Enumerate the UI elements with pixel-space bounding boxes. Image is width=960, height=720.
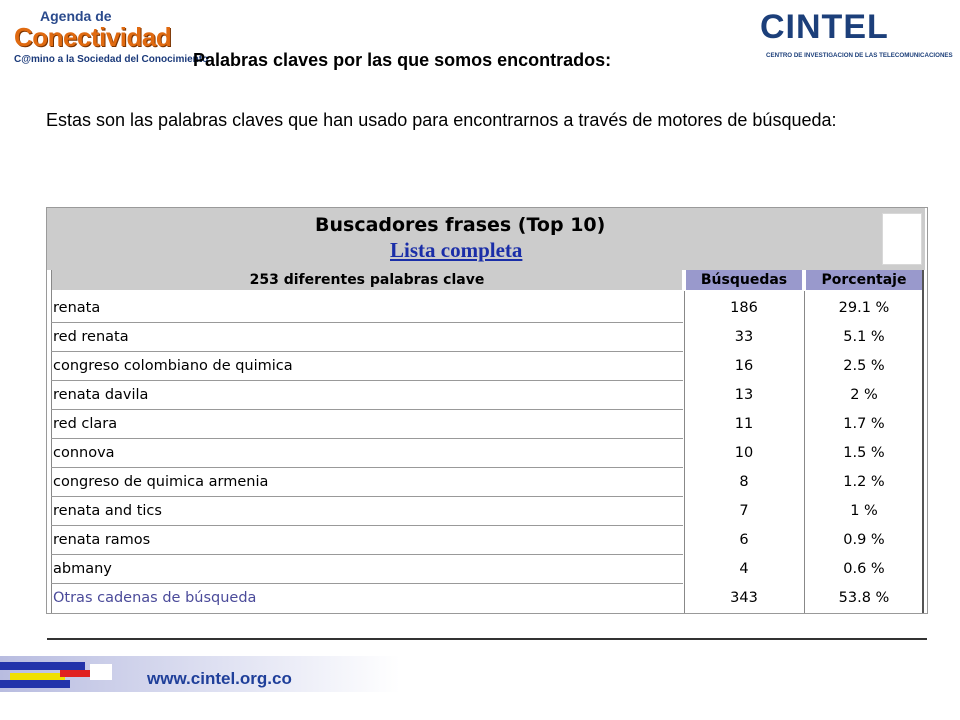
row-keyword: congreso colombiano de quimica [53, 358, 293, 374]
full-list-link[interactable]: Lista completa [390, 238, 523, 262]
row-keyword: red clara [53, 416, 118, 432]
row-keyword: renata davila [53, 387, 149, 403]
row-keyword: Otras cadenas de búsqueda [53, 590, 257, 606]
slide-intro: Estas son las palabras claves que han usado para encontrarnos a través de motores de búsqueda: [46, 110, 837, 130]
row-percentage: 2 % [850, 387, 878, 403]
row-percentage: 53.8 % [838, 590, 890, 606]
row-keyword: renata and tics [53, 503, 162, 519]
table-row [47, 584, 925, 613]
row-percentage: 2.5 % [843, 358, 885, 374]
row-divider [51, 438, 683, 439]
column-header-keyword: 253 diferentes palabras clave [52, 270, 682, 290]
table-row [47, 468, 925, 497]
keywords-table-panel [46, 207, 928, 614]
row-percentage: 1.2 % [843, 474, 885, 490]
row-keyword: renata ramos [53, 532, 151, 548]
row-searches: 186 [730, 300, 758, 316]
table-row [47, 294, 925, 323]
row-percentage: 0.6 % [843, 561, 885, 577]
table-row [47, 352, 925, 381]
row-percentage: 29.1 % [838, 300, 890, 316]
agenda-conectividad-logo [10, 8, 209, 70]
row-divider [51, 351, 683, 352]
row-keyword: congreso de quimica armenia [53, 474, 269, 490]
row-percentage: 1.7 % [843, 416, 885, 432]
table-row [47, 497, 925, 526]
row-searches: 11 [734, 416, 754, 432]
row-searches: 33 [734, 329, 754, 345]
column-divider [684, 291, 685, 613]
footer-bar-blue-2 [0, 680, 70, 688]
row-searches: 4 [739, 561, 749, 577]
cintel-logo [760, 8, 953, 63]
row-keyword: renata [53, 300, 101, 316]
slide-title: Palabras claves por las que somos encontrados: [193, 50, 612, 70]
header-side-box [882, 213, 922, 265]
row-keyword: red renata [53, 329, 129, 345]
table-row [47, 526, 925, 555]
row-divider [51, 554, 683, 555]
table-right-edge [922, 270, 924, 613]
row-searches: 7 [739, 503, 749, 519]
row-divider [51, 613, 923, 614]
row-searches: 343 [730, 590, 758, 606]
footer-bar-white [90, 664, 112, 680]
row-keyword: abmany [53, 561, 112, 577]
footer-bar-blue [0, 662, 85, 670]
column-divider [804, 291, 805, 613]
row-percentage: 1.5 % [843, 445, 885, 461]
row-divider [51, 380, 683, 381]
footer-bar-red [60, 670, 90, 677]
footer-url[interactable]: www.cintel.org.co [147, 669, 292, 688]
column-header-searches: Búsquedas [686, 270, 802, 290]
row-percentage: 1 % [850, 503, 878, 519]
logo-line-3: C@mino a la Sociedad del Conocimiento [14, 54, 209, 65]
row-searches: 16 [734, 358, 754, 374]
cintel-logo-name: CINTEL [760, 8, 889, 46]
row-percentage: 0.9 % [843, 532, 885, 548]
row-searches: 10 [734, 445, 754, 461]
row-divider [51, 583, 683, 584]
row-searches: 6 [739, 532, 749, 548]
logo-line-1: Agenda de [40, 8, 112, 24]
table-row [47, 555, 925, 584]
row-divider [51, 409, 683, 410]
cintel-logo-subtitle: CENTRO DE INVESTIGACION DE LAS TELECOMUNICACIONES [766, 52, 953, 59]
row-divider [51, 467, 683, 468]
table-title: Buscadores frases (Top 10) [315, 214, 606, 236]
table-row [47, 410, 925, 439]
bottom-divider [47, 638, 927, 640]
row-percentage: 5.1 % [843, 329, 885, 345]
column-header-percentage: Porcentaje [806, 270, 922, 290]
logo-line-2: Conectividad [14, 22, 172, 52]
row-searches: 13 [734, 387, 754, 403]
row-divider [51, 525, 683, 526]
table-row [47, 381, 925, 410]
table-row [47, 323, 925, 352]
row-keyword: connova [53, 445, 115, 461]
row-divider [51, 322, 683, 323]
row-searches: 8 [739, 474, 749, 490]
row-divider [51, 496, 683, 497]
table-row [47, 439, 925, 468]
